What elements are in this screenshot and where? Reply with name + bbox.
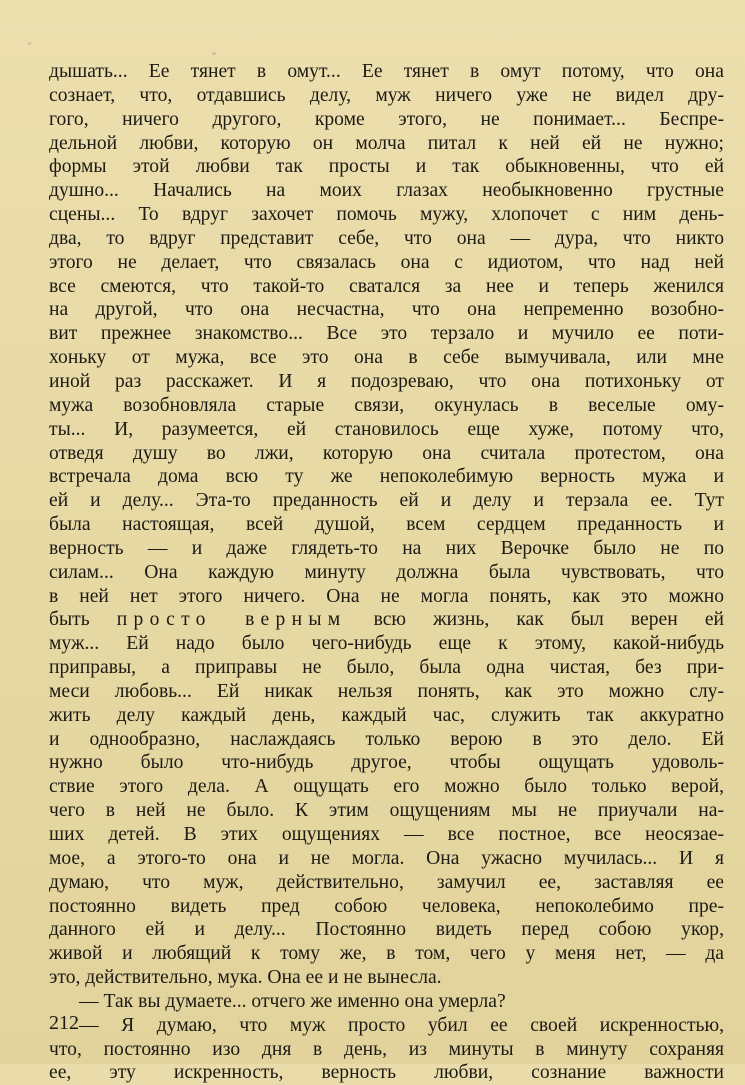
text-line: думаю, что муж, действительно, замучил ее, заставляя ее xyxy=(49,871,724,893)
text-line: приправы, а приправы не было, была одна чистая, без при- xyxy=(49,657,724,679)
text-line: данного ей и делу... Постоянно видеть перед собою укор, xyxy=(49,919,724,941)
text-line: меси любовь... Ей никак нельзя понять, как это можно слу- xyxy=(49,680,724,702)
text-line: отведя душу во лжи, которую она считала протестом, она xyxy=(49,442,724,464)
text-line: дышать... Ее тянет в омут... Ее тянет в омут потому, что она xyxy=(49,61,724,82)
text-line: постоянно видеть пред собою человека, непоколебимо пре- xyxy=(49,895,724,917)
text-line: ствие этого дела. А ощущать его можно было только верой, xyxy=(49,776,724,798)
text-line: два, то вдруг представит себе, что она — дура, что никто xyxy=(49,227,724,249)
text-line: ших детей. В этих ощущениях — все постное, все неосязае- xyxy=(49,824,724,845)
text-line: встречала дома всю ту же непоколебимую верность мужа и xyxy=(49,466,724,488)
text-line: быть просто верным всю жизнь, как был верен ей xyxy=(49,609,725,631)
text-line: живой и любящий к тому же, в том, чего у меня нет, — да xyxy=(49,943,724,965)
page-number: 212 xyxy=(49,1012,79,1034)
paper-spot xyxy=(28,42,31,45)
spaced-emphasis: просто верным xyxy=(116,609,347,631)
text-line: все смеются, что такой-то сватался за нее и теперь женился xyxy=(49,275,724,297)
text-line: на другой, что она несчастна, что она непременно возобно- xyxy=(49,299,724,321)
text-line: это, действительно, мука. Она ее и не вынесла. xyxy=(49,967,442,989)
text-line: душно... Начались на моих глазах необыкновенно грустные xyxy=(49,180,724,202)
paper-spot xyxy=(212,52,216,55)
text-line: ее, эту искренность, верность любви, сознание важности xyxy=(49,1062,724,1084)
text-line: вит прежнее знакомство... Все это терзало и мучило ее поти- xyxy=(49,323,724,345)
text-line: силам... Она каждую минуту должна была чувствовать, что xyxy=(49,561,724,583)
text-line: формы этой любви так просты и так обыкновенны, что ей xyxy=(49,156,724,178)
text-line: что, постоянно изо дня в день, из минуты в минуту сохраняя xyxy=(49,1038,724,1060)
text-line: была настоящая, всей душой, всем сердцем преданность и xyxy=(49,514,724,536)
text-line: ей и делу... Эта-то преданность ей и делу и терзала ее. Тут xyxy=(49,490,724,512)
text-line: хоньку от мужа, все это она в себе вымучивала, или мне xyxy=(49,347,724,369)
text-line: иной раз расскажет. И я подозреваю, что она потихоньку от xyxy=(49,370,724,392)
text-line: жить делу каждый день, каждый час, служить так аккуратно xyxy=(49,704,724,726)
page-text xyxy=(49,60,724,1085)
text-line: муж... Ей надо было чего-нибудь еще к этому, какой-нибудь xyxy=(49,633,724,655)
text-line: сознает, что, отдавшись делу, муж ничего уже не видел дру- xyxy=(49,84,724,106)
text-line: — Так вы думаете... отчего же именно она умерла? xyxy=(79,990,506,1012)
text-line: нужно было что-нибудь другое, чтобы ощущать удоволь- xyxy=(49,752,724,774)
text-line: верность — и даже глядеть-то на них Верочке было не по xyxy=(49,537,724,559)
text-line: ты... И, разумеется, ей становилось еще хуже, потому что, xyxy=(49,418,724,440)
text-line: этого не делает, что связалась она с идиотом, что над ней xyxy=(49,251,724,273)
text-line: гого, ничего другого, кроме этого, не понимает... Беспре- xyxy=(49,108,724,130)
text-line: чего в ней не было. К этим ощущениям мы не приучали на- xyxy=(49,800,724,822)
text-line: мужа возобновляла старые связи, окунулась в веселые ому- xyxy=(49,394,724,416)
text-line: мое, а этого-то она и не могла. Она ужасно мучилась... И я xyxy=(49,847,724,869)
text-line: сцены... То вдруг захочет помочь мужу, хлопочет с ним день- xyxy=(49,204,724,226)
text-line: дельной любви, которую он молча питал к ней ей не нужно; xyxy=(49,132,724,154)
text-line: и однообразно, наслаждаясь только верою в это дело. Ей xyxy=(49,728,724,750)
text-line: в ней нет этого ничего. Она не могла понять, как это можно xyxy=(49,585,724,607)
text-line: — Я думаю, что муж просто убил ее своей искренностью, xyxy=(79,1014,724,1036)
